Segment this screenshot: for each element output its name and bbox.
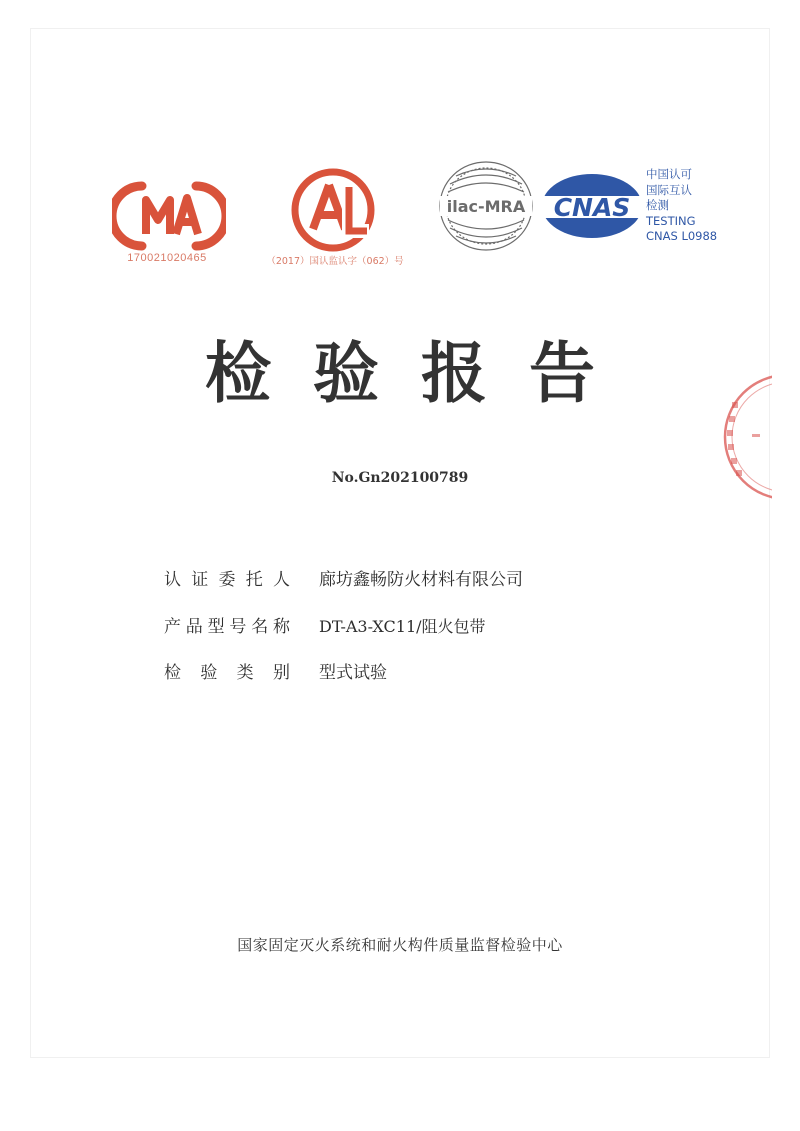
cal-approval-number: （2017）国认监认字（062）号 <box>266 256 404 267</box>
cnas-line-4: TESTING <box>646 213 696 228</box>
product-value: DT-A3-XC11/阻火包带 <box>319 617 486 636</box>
ilac-mark-text: ilac-MRA <box>446 197 526 216</box>
report-number: No.Gn202100789 <box>331 470 469 486</box>
cnas-logo-icon <box>538 170 646 242</box>
cal-logo-icon <box>279 165 387 255</box>
cma-certificate-number: 170021020465 <box>127 252 207 264</box>
cnas-line-3: 检测 <box>646 198 669 212</box>
cnas-accreditation-text <box>646 167 736 245</box>
report-title: 检验报告 <box>205 335 637 412</box>
official-seal-icon <box>712 372 772 502</box>
cnas-line-2: 国际互认 <box>646 182 692 197</box>
client-label: 认证委托人 <box>164 570 290 590</box>
issuing-organization: 国家固定灭火系统和耐火构件质量监督检验中心 <box>237 936 563 954</box>
cnas-line-5: CNAS L0988 <box>646 229 718 243</box>
ilac-mra-logo-icon <box>432 158 540 254</box>
cnas-mark-text: CNAS <box>553 193 631 222</box>
test-type-label: 检验类别 <box>164 663 290 683</box>
client-value: 廊坊鑫畅防火材料有限公司 <box>319 570 523 590</box>
cma-logo-icon <box>112 178 226 254</box>
test-type-value: 型式试验 <box>319 663 387 683</box>
product-label: 产品型号名称 <box>164 617 290 637</box>
cnas-line-1: 中国认可 <box>646 167 692 181</box>
